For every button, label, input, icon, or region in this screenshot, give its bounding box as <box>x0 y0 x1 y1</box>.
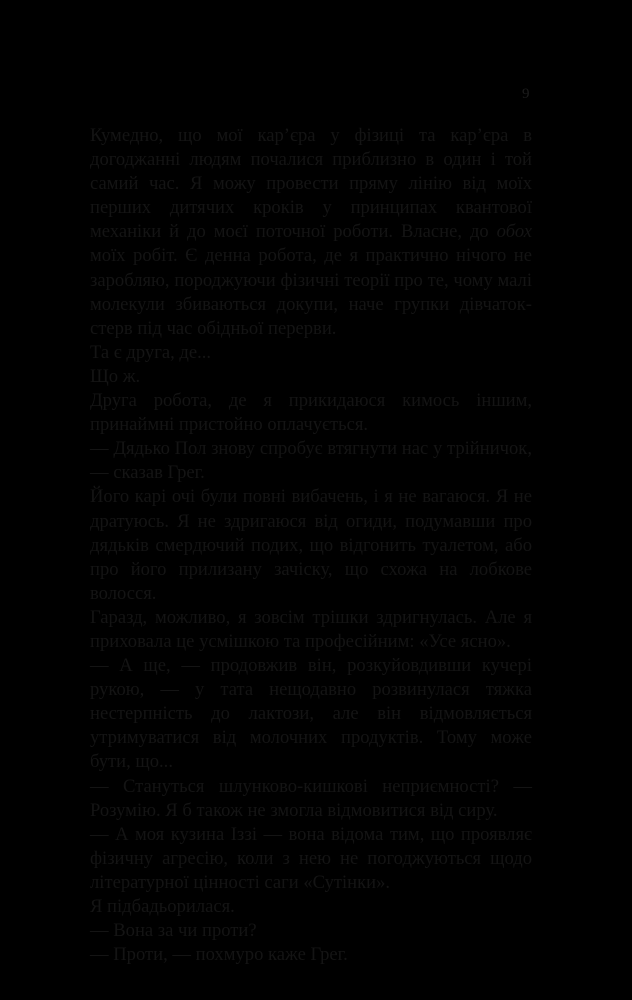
paragraph-4: Друга робота, де я прикидаюся кимось іншим, принаймні пристойно оплачується. <box>90 390 532 436</box>
paragraph-7: Гаразд, можливо, я зовсім трішки здригнулась. Але я приховала це усмішкою та професійним: «Усе ясно». <box>90 606 532 652</box>
paragraph-12: — Вона за чи проти? <box>90 920 257 942</box>
paragraph-13: — Проти, — похмуро каже Грег. <box>90 944 348 966</box>
paragraph-2: Та є друга, де... <box>90 341 212 363</box>
paragraph-1-end: моїх робіт. Є денна робота, де я практично нічого не заробляю, породжуючи фізичні теорії про те, чому малі молекули збиваються докупи, наче групки дівчаток-стерв під час обідньої перерви. <box>90 245 532 339</box>
paragraph-10: — А моя кузина Іззі — вона відома тим, що проявляє фізичну агресію, коли з нею не погоджуються щодо літературної цінності саги «Сутінки». <box>90 823 532 893</box>
paragraph-9: — Станутьcя шлунково-кишкові неприємності? — Розумію. Я б також не змогла відмовитися від сиру. <box>90 775 532 821</box>
paragraph-8: — А ще, — продовжив він, розкуйовдивши кучері рукою, — у тата нещодавно розвинулася тяжка нестерпність до лактози, але він відмовляється утримуватися від молочних продуктів. Тому може бути, що... <box>90 655 532 773</box>
emphasized-word: обох <box>496 221 532 243</box>
paragraph-1-start: Кумедно, що мої кар’єра у фізиці та кар’єра в догоджанні людям почалися приблизно в один і той самий час. Я можу провести пряму лінію від моїх перших дитячих кроків у принципах квантової механіки й до моєї поточної роботи. Власне, до <box>90 125 532 243</box>
paragraph-6: Його карі очі були повні вибачень, і я не вагаюся. Я не дратуюсь. Я не здригаюся від огиди, подумавши про дядьків смердючий подих, що відгонить туалетом, або про його прилизану зачіску, що схожа на лобкове волосся. <box>90 486 532 604</box>
body-text <box>90 124 532 967</box>
paragraph-5: — Дядько Пол знову спробує втягнути нас у трійничок, — сказав Грег. <box>90 438 532 484</box>
page-number: 9 <box>522 86 530 102</box>
paragraph-11: Я підбадьорилася. <box>90 896 235 917</box>
paragraph-1 <box>90 124 532 341</box>
paragraph-3: Що ж. <box>90 365 141 387</box>
